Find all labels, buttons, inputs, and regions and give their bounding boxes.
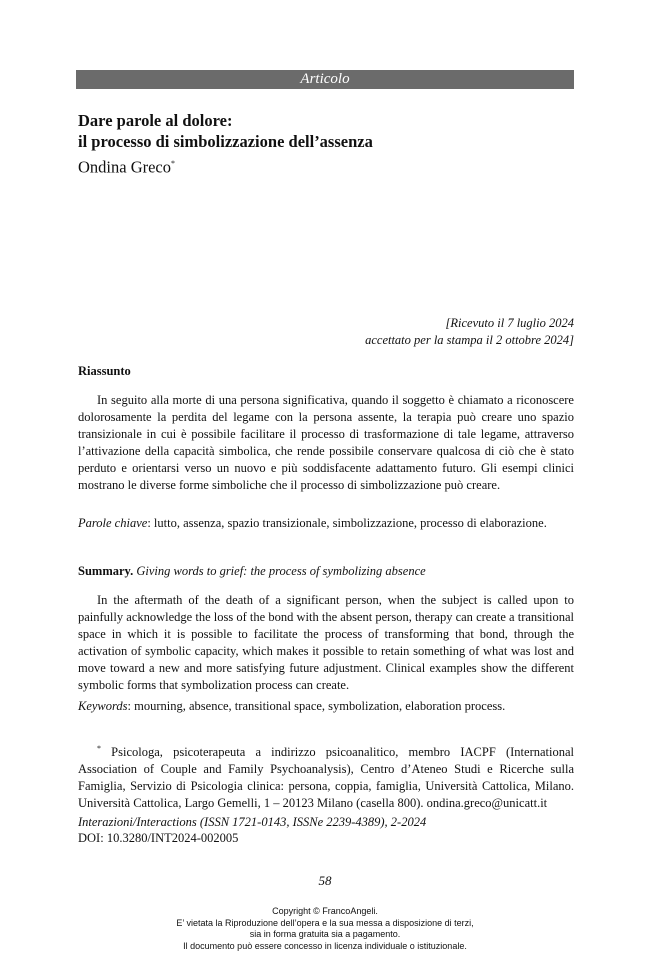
- author-name: [78, 154, 175, 178]
- author-name-text: Ondina Greco: [78, 157, 172, 177]
- summary-heading: [78, 563, 574, 579]
- journal-info: [78, 814, 426, 846]
- copyright-line: Copyright © FrancoAngeli.: [272, 906, 378, 916]
- article-title: [78, 110, 578, 152]
- footnote-mark: *: [97, 744, 101, 753]
- doi: DOI: 10.3280/INT2024-002005: [78, 831, 239, 845]
- keywords-italian: [78, 515, 574, 532]
- keywords-english-text: : mourning, absence, transitional space, symbolization, elaboration process.: [127, 699, 506, 713]
- summary-title: Giving words to grief: the process of symbolizing absence: [136, 564, 426, 578]
- copyright-line: E’ vietata la Riproduzione dell’opera e la sua messa a disposizione di terzi,: [176, 917, 474, 928]
- keywords-english-label: Keywords: [78, 699, 128, 713]
- abstract-text: In seguito alla morte di una persona significativa, quando il soggetto è chiamato a riconoscere dolorosamente la perdita del legame con la persona assente, la terapia può creare uno spazio transizionale in cui è possibile facilitare il processo di trasformazione di tale legame, attraverso l’attivazione della capacità simbolica, che rende possibile conservare qualcosa di ciò che è stato perduto e orientarsi verso un nuovo e più soddisfacente adattamento futuro. Gli esempi clinici mostrano le diverse forme simboliche che il processo di simbolizzazione può creare.: [78, 393, 574, 492]
- received-dates: [174, 315, 574, 349]
- received-date: [Ricevuto il 7 luglio 2024: [445, 316, 574, 330]
- accepted-date: accettato per la stampa il 2 ottobre 2024]: [365, 333, 574, 347]
- keywords-italian-text: : lutto, assenza, spazio transizionale, simbolizzazione, processo di elaborazione.: [147, 516, 547, 530]
- article-title-line1: Dare parole al dolore:: [78, 111, 233, 130]
- summary-label: Summary.: [78, 564, 134, 578]
- author-footnote: [78, 740, 574, 812]
- copyright-line: Il documento può essere concesso in licenza individuale o istituzionale.: [183, 940, 467, 951]
- author-footnote-mark: *: [171, 159, 176, 168]
- summary-text: In the aftermath of the death of a significant person, when the subject is called upon to painfully acknowledge the loss of the bond with the absent person, therapy can create a transitional space in which it is possible to facilitate the process of transforming that bond, through the activation of symbolic capacity, which makes it possible to retain something of what was lost and move toward a new and more satisfying future adjustment. Clinical examples show the different symbolic forms that symbolization process can create.: [78, 593, 574, 692]
- abstract-heading: Riassunto: [78, 364, 131, 378]
- article-title-line2: il processo di simbolizzazione dell’assenza: [78, 132, 373, 151]
- footnote-text: Psicologa, psicoterapeuta a indirizzo psicoanalitico, membro IACPF (International Association of Couple and Family Psychoanalysis), Centro d’Ateneo Studi e Ricerche sulla Famiglia, Servizio di Psicologia clinica: persona, coppia, famiglia, Università Cattolica, Milano. Università Cattolica, Largo Gemelli, 1 – 20123 Milano (casella 800). ondina.greco@unicatt.it: [78, 745, 574, 811]
- section-label: Articolo: [76, 70, 574, 89]
- keywords-italian-label: Parole chiave: [78, 516, 148, 530]
- copyright-line: sia in forma gratuita sia a pagamento.: [249, 929, 401, 939]
- keywords-english: [78, 698, 574, 715]
- journal-citation: Interazioni/Interactions (ISSN 1721-0143, ISSNe 2239-4389), 2-2024: [78, 815, 427, 829]
- page-number: 58: [318, 873, 332, 888]
- copyright-notice: [0, 906, 650, 952]
